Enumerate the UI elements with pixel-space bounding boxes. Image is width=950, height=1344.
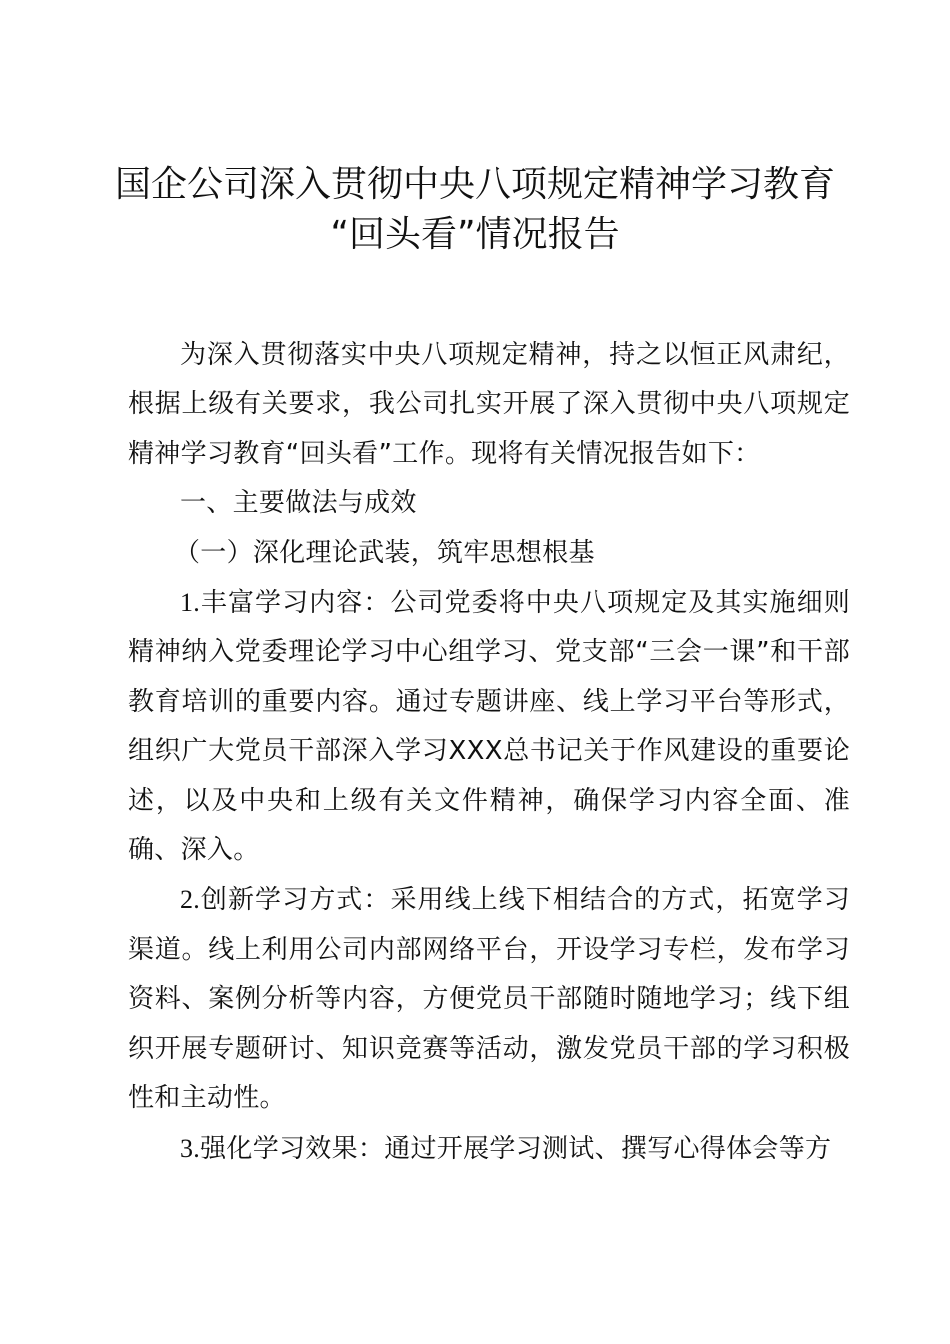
document-title (110, 160, 840, 260)
item-text: 丰富学习内容：公司党委将中央八项规定及其实施细则精神纳入党委理论学习中心组学习、党支部“三会一课”和干部教育培训的重要内容。通过专题讲座、线上学习平台等形式，组织广大党员干部深入学习XXX总书记关于作风建设的重要论述，以及中央和上级有关文件精神，确保学习内容全面、准确、深入。 (128, 588, 850, 866)
subsection-heading-1: （一）深化理论武装，筑牢思想根基 (174, 537, 595, 568)
title-line-2: “回头看”情况报告 (330, 214, 620, 255)
title-line-1: 国企公司深入贯彻中央八项规定精神学习教育 (114, 164, 835, 205)
item-number: 1. (180, 588, 201, 618)
intro-paragraph: 为深入贯彻落实中央八项规定精神，持之以恒正风肃纪，根据上级有关要求，我公司扎实开展了深入贯彻中央八项规定精神学习教育“回头看”工作。现将有关情况报告如下： (128, 340, 850, 469)
item-number: 2. (180, 885, 201, 915)
list-item-2 (128, 875, 850, 1123)
document-body (128, 331, 850, 1174)
list-item-3 (128, 1124, 850, 1174)
item-text: 创新学习方式：采用线上线下相结合的方式，拓宽学习渠道。线上利用公司内部网络平台，开设学习专栏，发布学习资料、案例分析等内容，方便党员干部随时随地学习；线下组织开展专题研讨、知识竞赛等活动，激发党员干部的学习积极性和主动性。 (128, 885, 850, 1114)
item-text: 强化学习效果：通过开展学习测试、撰写心得体会等方 (200, 1133, 832, 1164)
item-number: 3. (180, 1133, 201, 1163)
list-item-1 (128, 578, 850, 875)
section-heading-1: 一、主要做法与成效 (180, 488, 417, 519)
